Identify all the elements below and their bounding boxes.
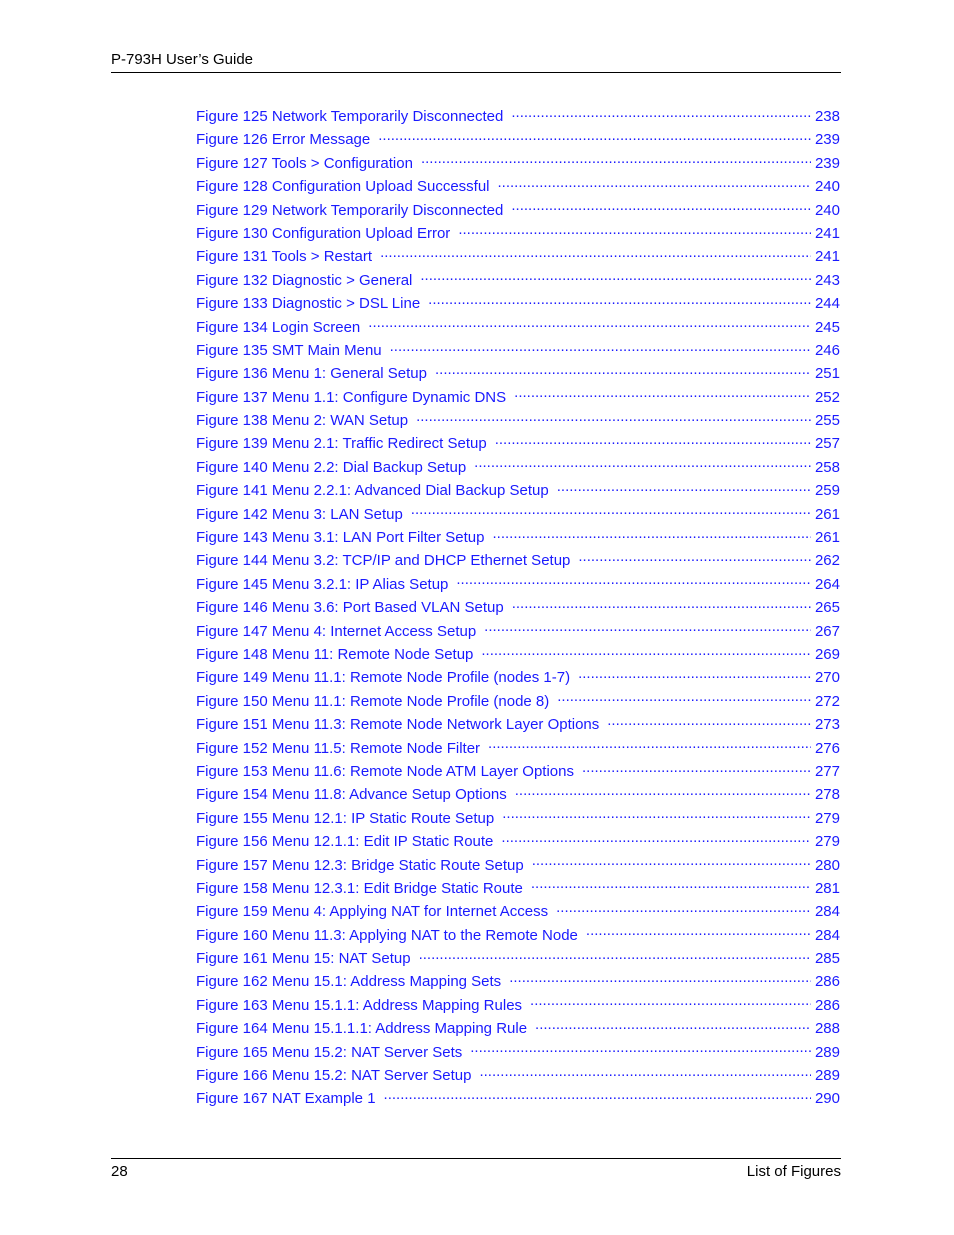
dot-leader (456, 574, 811, 589)
toc-entry[interactable] (196, 690, 840, 713)
toc-entry-title[interactable]: Figure 156 Menu 12.1.1: Edit IP Static Route (196, 833, 494, 851)
toc-entry-page[interactable]: 238 (814, 108, 840, 125)
toc-entry-title[interactable]: Figure 150 Menu 11.1: Remote Node Profile (node 8) (196, 692, 550, 710)
toc-entry[interactable] (196, 549, 840, 572)
toc-entry[interactable] (196, 386, 840, 409)
toc-entry[interactable] (196, 737, 840, 760)
toc-entry-page[interactable]: 290 (814, 1090, 840, 1108)
toc-entry[interactable] (196, 1064, 840, 1087)
toc-entry-title[interactable]: Figure 165 Menu 15.2: NAT Server Sets (196, 1043, 463, 1061)
toc-entry-page[interactable]: 243 (814, 271, 840, 289)
dot-leader (421, 153, 811, 168)
toc-entry[interactable] (196, 643, 840, 666)
toc-entry-title[interactable]: Figure 139 Menu 2.1: Traffic Redirect Setup (196, 435, 487, 453)
dot-leader (498, 176, 811, 191)
toc-entry[interactable] (196, 620, 840, 643)
page-header (111, 50, 841, 73)
toc-entry-page[interactable]: 252 (814, 388, 840, 406)
toc-entry[interactable] (196, 409, 840, 432)
toc-entry-title[interactable]: Figure 143 Menu 3.1: LAN Port Filter Setup (196, 529, 485, 547)
toc-entry[interactable] (196, 479, 840, 502)
dot-leader (502, 808, 811, 823)
dot-leader (368, 317, 811, 332)
toc-entry-page[interactable]: 264 (814, 575, 840, 593)
toc-entry-title[interactable]: Figure 153 Menu 11.6: Remote Node ATM Layer Options (196, 762, 574, 780)
toc-entry[interactable] (196, 854, 840, 877)
toc-entry-page[interactable]: 239 (814, 131, 840, 149)
dot-leader (586, 925, 811, 940)
toc-entry[interactable] (196, 947, 840, 970)
dot-leader (378, 129, 811, 144)
toc-entry[interactable] (196, 830, 840, 853)
toc-entry[interactable] (196, 292, 840, 315)
toc-entry-title[interactable]: Figure 152 Menu 11.5: Remote Node Filter (196, 739, 481, 757)
dot-leader (484, 621, 811, 636)
toc-entry-page[interactable]: 245 (814, 318, 840, 336)
toc-entry[interactable] (196, 456, 840, 479)
toc-entry-page[interactable]: 279 (814, 809, 840, 827)
dot-leader (511, 106, 811, 121)
toc-entry[interactable] (196, 105, 840, 128)
dot-leader (531, 878, 811, 893)
toc-entry-page[interactable]: 265 (814, 599, 840, 617)
dot-leader (557, 691, 811, 706)
toc-entry-title[interactable]: Figure 128 Configuration Upload Successful (196, 178, 490, 196)
toc-entry[interactable] (196, 128, 840, 151)
dot-leader (380, 246, 811, 261)
toc-entry-title[interactable]: Figure 151 Menu 11.3: Remote Node Network Layer Options (196, 716, 600, 734)
toc-entry-page[interactable]: 251 (814, 365, 840, 383)
toc-entry-title[interactable]: Figure 163 Menu 15.1.1: Address Mapping Rules (196, 996, 523, 1014)
toc-entry[interactable] (196, 877, 840, 900)
toc-entry-page[interactable]: 269 (814, 645, 840, 663)
toc-entry-title[interactable]: Figure 162 Menu 15.1: Address Mapping Sets (196, 973, 502, 991)
toc-entry-title[interactable]: Figure 148 Menu 11: Remote Node Setup (196, 645, 474, 663)
dot-leader (419, 948, 811, 963)
dot-leader (607, 714, 811, 729)
toc-entry-title[interactable]: Figure 161 Menu 15: NAT Setup (196, 950, 411, 968)
toc-entry[interactable] (196, 666, 840, 689)
toc-entry-title[interactable]: Figure 166 Menu 15.2: NAT Server Setup (196, 1067, 472, 1085)
section-name: List of Figures (746, 1163, 841, 1180)
toc-entry-title[interactable]: Figure 133 Diagnostic > DSL Line (196, 295, 421, 313)
toc-entry-page[interactable]: 289 (814, 1067, 840, 1085)
dot-leader (474, 457, 811, 472)
toc-entry-page[interactable]: 261 (814, 529, 840, 547)
dot-leader (515, 784, 811, 799)
toc-entry-title[interactable]: Figure 136 Menu 1: General Setup (196, 365, 427, 383)
toc-entry[interactable] (196, 222, 840, 245)
toc-entry-title[interactable]: Figure 146 Menu 3.6: Port Based VLAN Setup (196, 599, 504, 617)
toc-entry-page[interactable]: 281 (814, 879, 840, 897)
toc-entry-page[interactable]: 273 (814, 716, 840, 734)
toc-entry-page[interactable]: 257 (814, 435, 840, 453)
toc-entry-page[interactable]: 284 (814, 903, 840, 921)
toc-entry-title[interactable]: Figure 142 Menu 3: LAN Setup (196, 505, 403, 523)
dot-leader (511, 200, 811, 215)
dot-leader (532, 855, 811, 870)
dot-leader (458, 223, 811, 238)
toc-entry-page[interactable]: 240 (814, 201, 840, 219)
dot-leader (488, 738, 811, 753)
toc-entry[interactable] (196, 245, 840, 268)
toc-entry-page[interactable]: 258 (814, 458, 840, 476)
toc-entry[interactable] (196, 1087, 840, 1110)
dot-leader (435, 363, 811, 378)
dot-leader (384, 1088, 811, 1103)
toc-entry-title[interactable]: Figure 132 Diagnostic > General (196, 271, 413, 289)
dot-leader (557, 480, 811, 495)
toc-entry-title[interactable]: Figure 131 Tools > Restart (196, 248, 373, 266)
dot-leader (420, 270, 811, 285)
toc-entry-title[interactable]: Figure 126 Error Message (196, 131, 371, 149)
toc-entry[interactable] (196, 526, 840, 549)
dot-leader (578, 667, 811, 682)
list-of-figures (196, 105, 840, 1111)
toc-entry-page[interactable]: 270 (814, 669, 840, 687)
dot-leader (470, 1042, 811, 1057)
toc-entry-page[interactable]: 276 (814, 739, 840, 757)
toc-entry-title[interactable]: Figure 135 SMT Main Menu (196, 341, 382, 359)
toc-entry-title[interactable]: Figure 130 Configuration Upload Error (196, 224, 451, 242)
toc-entry-title[interactable]: Figure 154 Menu 11.8: Advance Setup Options (196, 786, 507, 804)
toc-entry[interactable] (196, 503, 840, 526)
toc-entry-page[interactable]: 255 (814, 412, 840, 430)
dot-leader (530, 995, 811, 1010)
toc-entry-title[interactable]: Figure 155 Menu 12.1: IP Static Route Setup (196, 809, 495, 827)
toc-entry-page[interactable]: 280 (814, 856, 840, 874)
toc-entry[interactable] (196, 152, 840, 175)
dot-leader (514, 387, 811, 402)
toc-entry-title[interactable]: Figure 158 Menu 12.3.1: Edit Bridge Static Route (196, 879, 523, 897)
toc-entry-title[interactable]: Figure 147 Menu 4: Internet Access Setup (196, 622, 477, 640)
toc-entry-title[interactable]: Figure 164 Menu 15.1.1.1: Address Mapping Rule (196, 1020, 528, 1038)
toc-entry[interactable] (196, 432, 840, 455)
toc-entry[interactable] (196, 362, 840, 385)
document-title: P-793H User’s Guide (111, 51, 254, 68)
toc-entry-title[interactable]: Figure 127 Tools > Configuration (196, 154, 413, 172)
dot-leader (390, 340, 811, 355)
dot-leader (481, 644, 811, 659)
toc-entry-page[interactable]: 241 (814, 224, 840, 242)
toc-entry-page[interactable]: 239 (814, 154, 840, 172)
dot-leader (556, 901, 811, 916)
toc-entry-title[interactable]: Figure 159 Menu 4: Applying NAT for Internet Access (196, 903, 549, 921)
toc-entry-page[interactable]: 284 (814, 926, 840, 944)
toc-entry-page[interactable]: 286 (814, 973, 840, 991)
toc-entry-page[interactable]: 262 (814, 552, 840, 570)
toc-entry[interactable] (196, 596, 840, 619)
toc-entry-title[interactable]: Figure 134 Login Screen (196, 318, 361, 336)
toc-entry[interactable] (196, 924, 840, 947)
toc-entry-title[interactable]: Figure 167 NAT Example 1 (196, 1090, 376, 1108)
dot-leader (495, 433, 811, 448)
toc-entry[interactable] (196, 807, 840, 830)
toc-entry-page[interactable]: 278 (814, 786, 840, 804)
toc-entry[interactable] (196, 269, 840, 292)
toc-entry-page[interactable]: 261 (814, 505, 840, 523)
toc-entry-page[interactable]: 272 (814, 692, 840, 710)
toc-entry[interactable] (196, 783, 840, 806)
toc-entry[interactable] (196, 900, 840, 923)
dot-leader (416, 410, 811, 425)
dot-leader (479, 1065, 811, 1080)
dot-leader (492, 527, 810, 542)
toc-entry[interactable] (196, 199, 840, 222)
toc-entry-page[interactable]: 246 (814, 341, 840, 359)
toc-entry-title[interactable]: Figure 138 Menu 2: WAN Setup (196, 412, 409, 430)
toc-entry-page[interactable]: 244 (814, 295, 840, 313)
toc-entry-title[interactable]: Figure 144 Menu 3.2: TCP/IP and DHCP Ethernet Setup (196, 552, 571, 570)
toc-entry-page[interactable]: 288 (814, 1020, 840, 1038)
toc-entry-page[interactable]: 259 (814, 482, 840, 500)
toc-entry-title[interactable]: Figure 160 Menu 11.3: Applying NAT to the Remote Node (196, 926, 578, 944)
toc-entry-title[interactable]: Figure 140 Menu 2.2: Dial Backup Setup (196, 458, 467, 476)
dot-leader (582, 761, 811, 776)
toc-entry-page[interactable]: 285 (814, 950, 840, 968)
toc-entry-title[interactable]: Figure 141 Menu 2.2.1: Advanced Dial Backup Setup (196, 482, 549, 500)
toc-entry-page[interactable]: 289 (814, 1043, 840, 1061)
toc-entry-page[interactable]: 241 (814, 248, 840, 266)
toc-entry[interactable] (196, 970, 840, 993)
toc-entry-page[interactable]: 267 (814, 622, 840, 640)
toc-entry[interactable] (196, 339, 840, 362)
page-number: 28 (111, 1163, 128, 1180)
toc-entry-title[interactable]: Figure 157 Menu 12.3: Bridge Static Route Setup (196, 856, 524, 874)
toc-entry[interactable] (196, 1017, 840, 1040)
toc-entry[interactable] (196, 175, 840, 198)
dot-leader (535, 1018, 811, 1033)
toc-entry-page[interactable]: 277 (814, 762, 840, 780)
dot-leader (512, 597, 811, 612)
toc-entry[interactable] (196, 1041, 840, 1064)
dot-leader (411, 504, 811, 519)
toc-entry[interactable] (196, 760, 840, 783)
toc-entry-page[interactable]: 279 (814, 833, 840, 851)
toc-entry-title[interactable]: Figure 145 Menu 3.2.1: IP Alias Setup (196, 575, 449, 593)
toc-entry-page[interactable]: 286 (814, 996, 840, 1014)
toc-entry-title[interactable]: Figure 125 Network Temporarily Disconnected (196, 108, 504, 125)
toc-entry-title[interactable]: Figure 137 Menu 1.1: Configure Dynamic DNS (196, 388, 507, 406)
toc-entry[interactable] (196, 994, 840, 1017)
toc-entry-page[interactable]: 240 (814, 178, 840, 196)
toc-entry-title[interactable]: Figure 129 Network Temporarily Disconnected (196, 201, 504, 219)
page-footer (111, 1158, 841, 1182)
toc-entry[interactable] (196, 713, 840, 736)
toc-entry[interactable] (196, 573, 840, 596)
dot-leader (501, 831, 811, 846)
dot-leader (509, 971, 811, 986)
toc-entry[interactable] (196, 316, 840, 339)
dot-leader (428, 293, 811, 308)
dot-leader (578, 550, 811, 565)
toc-entry-title[interactable]: Figure 149 Menu 11.1: Remote Node Profile (nodes 1-7) (196, 669, 571, 687)
